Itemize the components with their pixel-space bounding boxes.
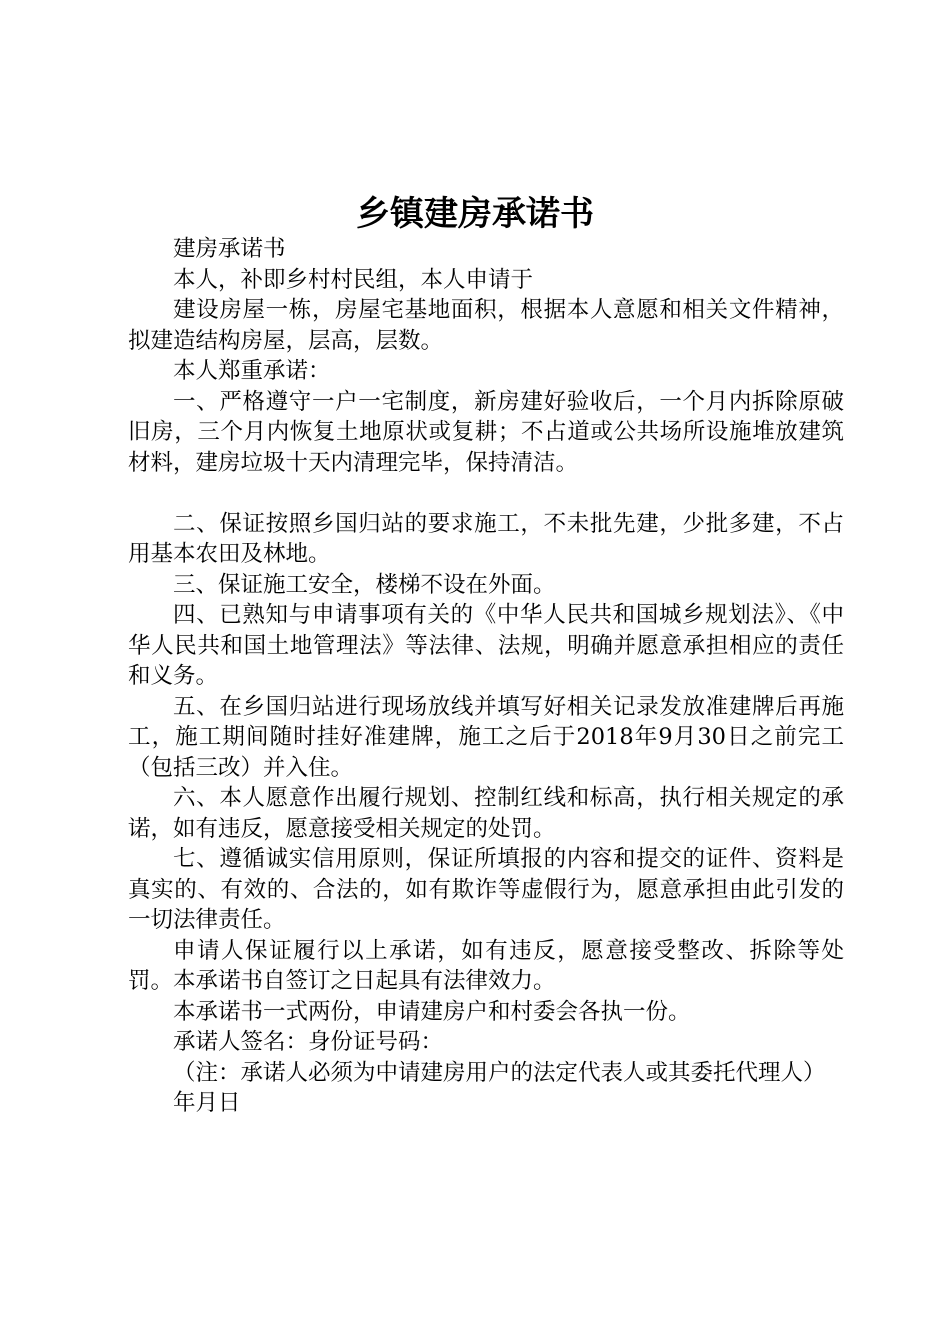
- paragraph-note: （注：承诺人必须为中请建房用户的法定代表人或其委托代理人）: [173, 1059, 826, 1086]
- paragraph-applicant: 本人，补即乡村村民组，本人申请于: [173, 266, 534, 293]
- paragraph-copies: 本承诺书一式两份，申请建房户和村委会各执一份。: [173, 998, 691, 1025]
- paragraph-building-info: 建设房屋一栋，房屋宅基地面积，根据本人意愿和相关文件精神，拟建造结构房屋，层高，层数。: [128, 297, 844, 354]
- paragraph-clause-4: 四、已熟知与申请事项有关的《中华人民共和国城乡规划法》、《中华人民共和国土地管理法》等法律、法规，明确并愿意承担相应的责任和义务。: [128, 602, 844, 689]
- paragraph-pledge-intro: 本人郑重承诺：: [173, 358, 331, 384]
- document-body: [128, 234, 844, 1119]
- blank-line: [128, 478, 844, 509]
- paragraph-clause-3: 三、保证施工安全，楼梯不设在外面。: [173, 571, 556, 598]
- paragraph-clause-1: 一、严格遵守一户一宅制度，新房建好验收后，一个月内拆除原破旧房，三个月内恢复土地原状或复耕；不占道或公共场所设施堆放建筑材料，建房垃圾十天内清理完毕，保持清洁。: [128, 388, 844, 476]
- signature-line: 承诺人签名：身份证号码：: [173, 1029, 444, 1055]
- paragraph-clause-7: 七、遵循诚实信用原则，保证所填报的内容和提交的证件、资料是真实的、有效的、合法的，如有欺诈等虚假行为，愿意承担由此引发的一切法律责任。: [128, 846, 844, 933]
- paragraph-clause-2: 二、保证按照乡国归站的要求施工，不未批先建，少批多建，不占用基本农田及林地。: [128, 510, 844, 567]
- paragraph-clause-6: 六、本人愿意作出履行规划、控制红线和标高，执行相关规定的承诺，如有违反，愿意接受相关规定的处罚。: [128, 785, 844, 842]
- date-line: 年月日: [173, 1090, 241, 1116]
- paragraph-clause-5: 五、在乡国归站进行现场放线并填写好相关记录发放准建牌后再施工，施工期间随时挂好准建牌，施工之后于2018年9月30日之前完工（包括三改）并入住。: [128, 693, 844, 781]
- paragraph-heading: 建房承诺书: [173, 236, 286, 262]
- paragraph-guarantee: 申请人保证履行以上承诺，如有违反，愿意接受整改、拆除等处罚。本承诺书自签订之日起具有法律效力。: [128, 937, 844, 994]
- document-title: 乡镇建房承诺书: [356, 194, 594, 234]
